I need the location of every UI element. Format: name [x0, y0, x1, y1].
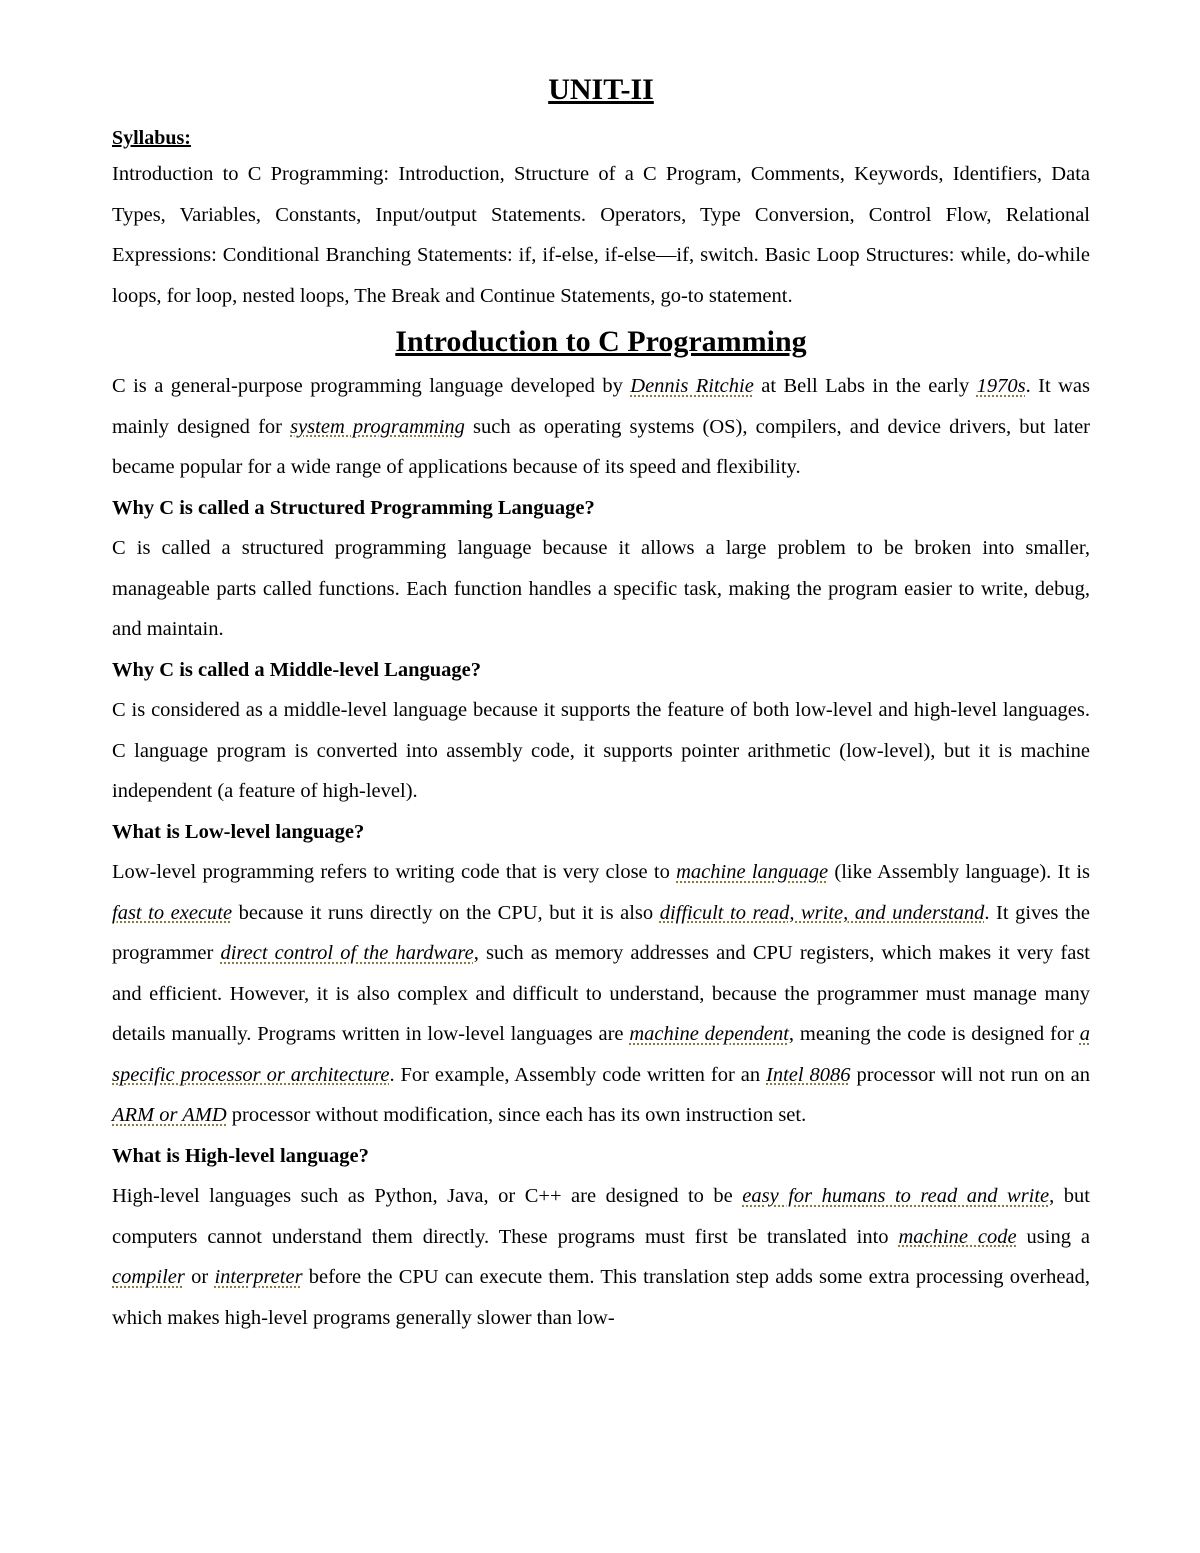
low-text: processor will not run on an: [850, 1063, 1090, 1086]
highlight-compiler: compiler: [112, 1266, 185, 1288]
low-text: (like Assembly language). It is: [828, 861, 1090, 883]
high-text: using a: [1016, 1225, 1090, 1248]
middle-heading: Why C is called a Middle-level Language?: [112, 658, 481, 681]
middle-paragraph: C is considered as a middle-level language because it supports the feature of both low-level and high-level languages. C language program is converted into assembly code, it supports pointer arithmetic (low-level), but it is machine independent (a feature of high-level).: [112, 699, 1090, 802]
highlight-dennis-ritchie: Dennis Ritchie: [630, 375, 754, 397]
low-text: , meaning the code is designed for: [788, 1023, 1080, 1045]
highlight-direct-control: direct control of the hardware: [220, 942, 474, 964]
unit-title: UNIT-II: [548, 73, 654, 106]
low-text: Low-level programming refers to writing code that is very close to: [112, 861, 677, 883]
high-level-heading: What is High-level language?: [112, 1144, 369, 1167]
highlight-machine-code: machine code: [898, 1225, 1017, 1248]
highlight-fast-to-execute: fast to execute: [112, 901, 233, 924]
highlight-machine-dependent: machine dependent: [629, 1023, 789, 1045]
highlight-system-programming: system programming: [290, 415, 465, 438]
intro-paragraph: [112, 366, 1090, 488]
highlight-machine-language: machine language: [676, 861, 829, 883]
structured-paragraph: C is called a structured programming language because it allows a large problem to be broken into smaller, manageable parts called functions. Each function handles a specific task, making the program easier to write, debug, and maintain.: [112, 537, 1090, 640]
section-title: Introduction to C Programming: [395, 325, 807, 358]
low-text: . It gives the programmer: [112, 901, 1090, 964]
highlight-1970s: 1970s: [976, 375, 1026, 397]
intro-text: such as operating systems (OS), compilers, and device drivers, but later became popular for a wide range of applications because of its speed and flexibility.: [112, 415, 1090, 478]
highlight-difficult: difficult to read, write, and understand: [659, 901, 985, 924]
high-text: or: [184, 1266, 215, 1288]
syllabus-label: Syllabus:: [112, 127, 191, 149]
structured-heading: Why C is called a Structured Programming Language?: [112, 496, 595, 519]
high-text: High-level languages such as Python, Java, or C++ are designed to be: [112, 1185, 743, 1207]
low-text: , such as memory addresses and CPU registers, which makes it very fast and efficient. However, it is also complex and difficult to understand, because the programmer must manage many details manually. Programs written in low-level languages are: [112, 942, 1090, 1045]
highlight-interpreter: interpreter: [214, 1266, 303, 1288]
highlight-easy-for-humans: easy for humans to read and write: [742, 1185, 1050, 1207]
low-text: . For example, Assembly code written for an: [389, 1063, 767, 1086]
highlight-arm-amd: ARM or AMD: [112, 1104, 227, 1126]
low-text: processor without modification, since each has its own instruction set.: [226, 1104, 807, 1126]
intro-text: . It was mainly designed for: [112, 375, 1090, 438]
low-text: because it runs directly on the CPU, but it is also: [232, 901, 660, 924]
low-level-heading: What is Low-level language?: [112, 820, 365, 843]
highlight-specific-processor: a specific processor or architecture: [112, 1023, 1091, 1086]
high-text: , but computers cannot understand them directly. These programs must first be translated into: [112, 1185, 1091, 1248]
intro-text: C is a general-purpose programming language developed by: [112, 375, 631, 397]
syllabus-text: Introduction to C Programming: Introduction, Structure of a C Program, Comments, Keywords, Identifiers, Data Types, Variables, Constants, Input/output Statements. Operators, Type Conversion, Control Flow, Relational Expressions: Conditional Branching Statements: if, if-else, if-else—if, switch. Basic Loop Structures: while, do-while loops, for loop, nested loops, The Break and Continue Statements, go-to statement.: [112, 163, 1090, 307]
intro-text: at Bell Labs in the early: [753, 375, 977, 397]
low-level-paragraph: [112, 852, 1090, 1136]
high-level-paragraph: [112, 1176, 1090, 1338]
high-text: before the CPU can execute them. This translation step adds some extra processing overhead, which makes high-level programs generally slower than low-: [112, 1266, 1090, 1329]
highlight-intel-8086: Intel 8086: [766, 1063, 851, 1086]
